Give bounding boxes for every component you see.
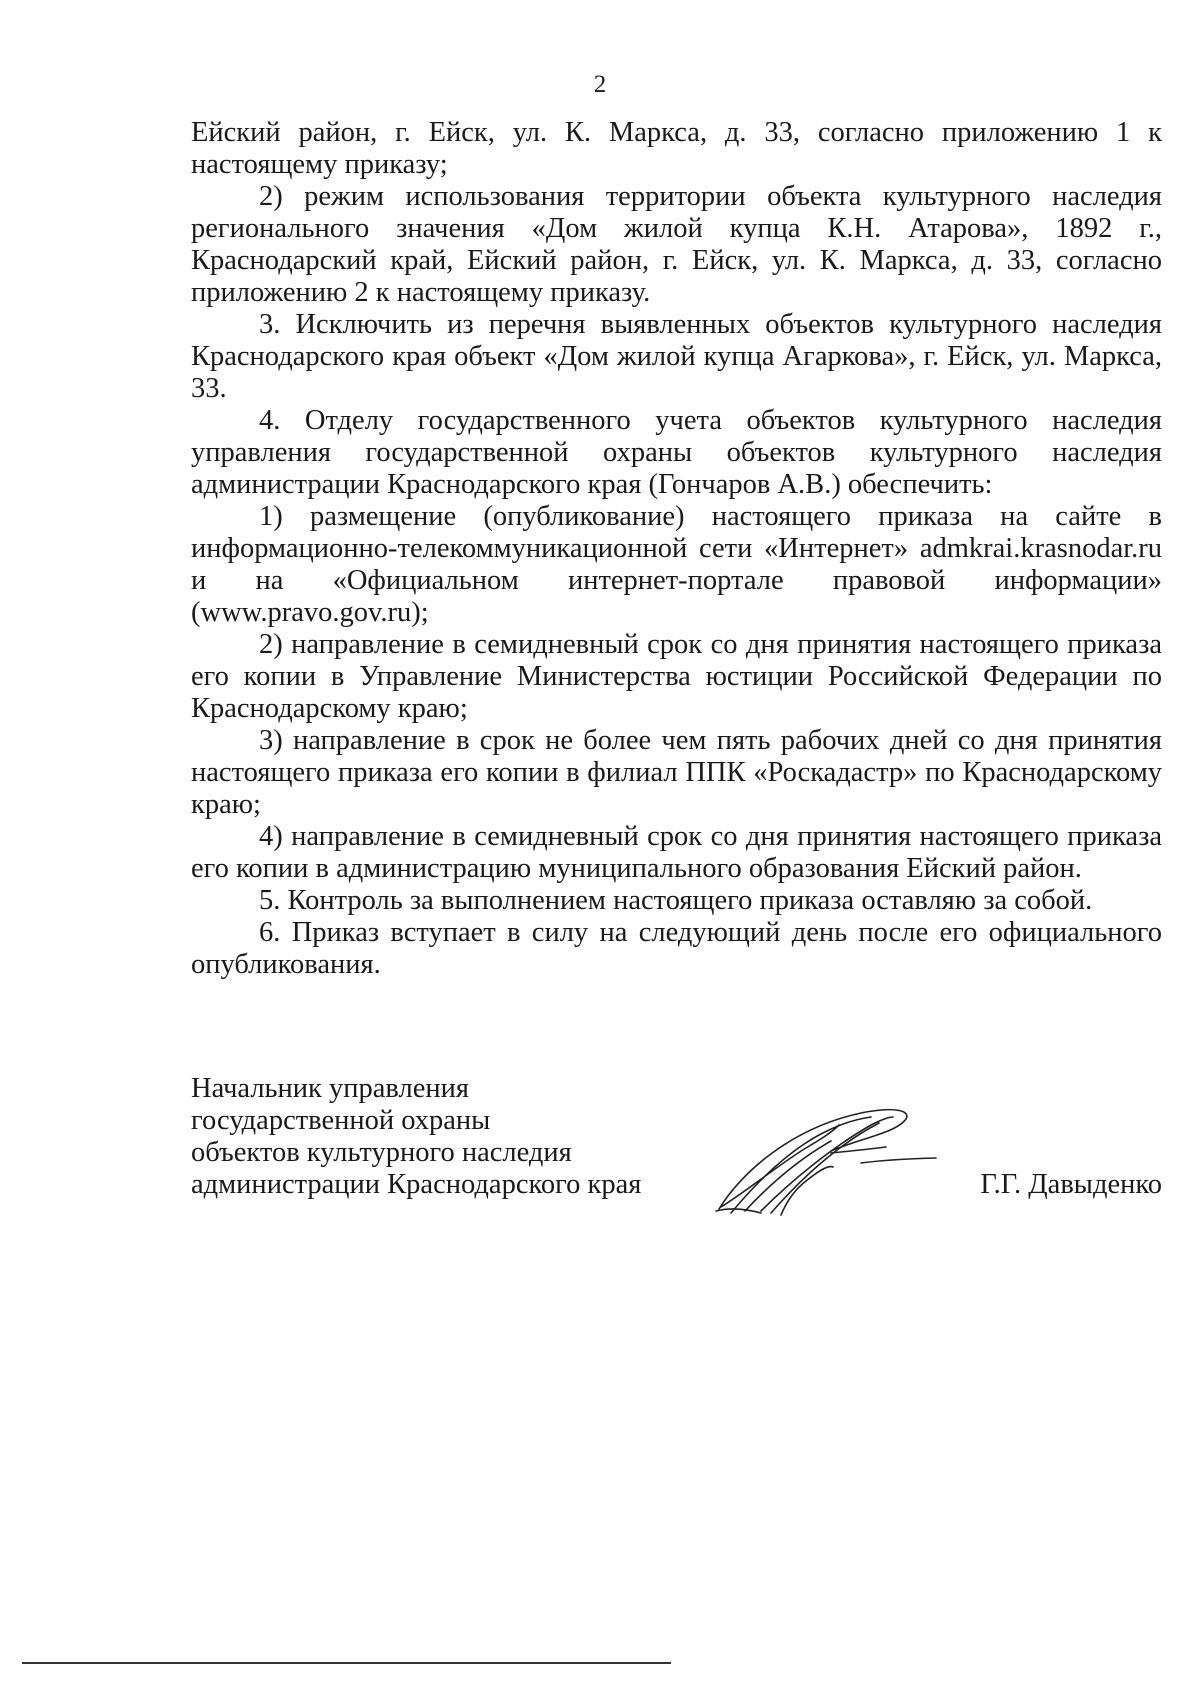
paragraph-item-4-department: 4. Отделу государственного учета объектов культурного наследия управления государственной охраны объектов культурного наследия администрации Краснодарского края (Гончаров А.В.) обеспечить: <box>191 405 1162 500</box>
paragraph-item-3-exclude: 3. Исключить из перечня выявленных объектов культурного наследия Краснодарского края объект «Дом жилой купца Агаркова», г. Ейск, ул. Маркса, 33. <box>191 309 1162 404</box>
paragraph-continuation: Ейский район, г. Ейск, ул. К. Маркса, д. 33, согласно приложению 1 к настоящему приказу; <box>191 117 1162 180</box>
paragraph-subitem-1-publish: 1) размещение (опубликование) настоящего приказа на сайте в информационно-телекоммуникационной сети «Интернет» admkrai.krasnodar.ru и на «Официальном интернет-портале правовой информации» (www.pravo.gov.ru); <box>191 501 1162 628</box>
paragraph-subitem-2-justice: 2) направление в семидневный срок со дня принятия настоящего приказа его копии в Управление Министерства юстиции Российской Федерации по Краснодарскому краю; <box>191 629 1162 724</box>
document-body <box>191 117 1162 981</box>
paragraph-item-2-regime: 2) режим использования территории объекта культурного наследия регионального значения «Дом жилой купца К.Н. Атарова», 1892 г., Краснодарский край, Ейский район, г. Ейск, ул. К. Маркса, д. 33, согласно приложению 2 к настоящему приказу. <box>191 181 1162 308</box>
signatory-title-line: Начальник управления <box>191 1073 469 1104</box>
footer-divider <box>22 1662 671 1664</box>
signature-block <box>191 1073 1162 1201</box>
paragraph-item-5-control: 5. Контроль за выполнением настоящего приказа оставляю за собой. <box>259 885 1093 916</box>
signatory-title-line: администрации Краснодарского края <box>191 1169 642 1200</box>
page-number: 2 <box>593 71 607 98</box>
signatory-name: Г.Г. Давыденко <box>980 1169 1162 1200</box>
handwritten-signature <box>711 1103 941 1218</box>
signatory-title-line: государственной охраны <box>191 1105 491 1136</box>
paragraph-subitem-4-municipality: 4) направление в семидневный срок со дня принятия настоящего приказа его копии в администрацию муниципального образования Ейский район. <box>191 821 1162 884</box>
paragraph-subitem-3-roskadastr: 3) направление в срок не более чем пять рабочих дней со дня принятия настоящего приказа его копии в филиал ППК «Роскадастр» по Краснодарскому краю; <box>191 725 1162 820</box>
signatory-title-line: объектов культурного наследия <box>191 1137 572 1168</box>
paragraph-item-6-effect: 6. Приказ вступает в силу на следующий день после его официального опубликования. <box>191 917 1162 980</box>
